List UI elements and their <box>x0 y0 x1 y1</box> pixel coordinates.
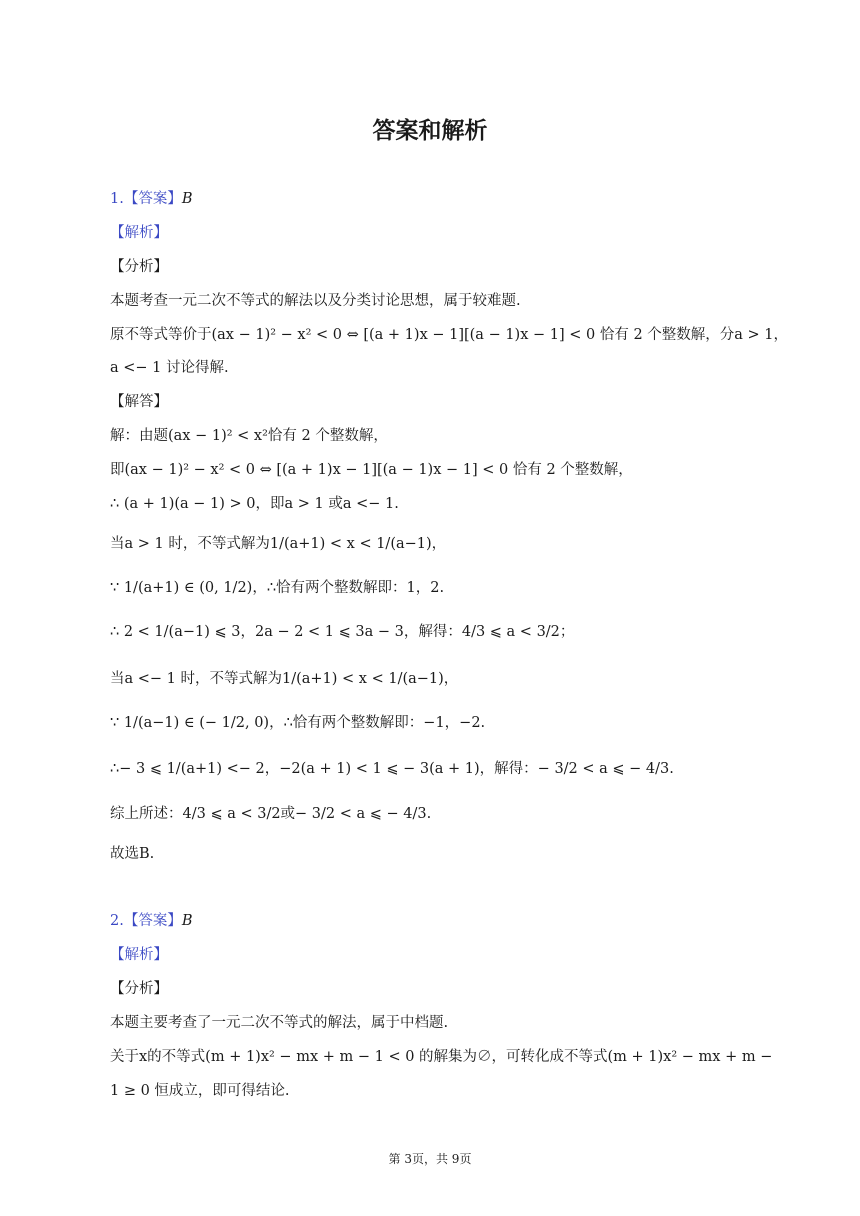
q1-jiexi-heading: 【解析】 <box>110 225 168 241</box>
page-footer: 第 3页，共 9页 <box>388 1152 472 1166</box>
q2-analysis-line2: 1 ≥ 0 恒成立，即可得结论. <box>110 1083 290 1099</box>
q2-answer-label: 2.【答案】 <box>110 913 182 929</box>
q1-solution-step-10: 综上所述：4/3 ⩽ a < 3/2或− 3/2 < a ⩽ − 4/3. <box>110 806 432 822</box>
q1-solution-step-2: 即(ax − 1)² − x² < 0 ⇔ [(a + 1)x − 1][(a − 1)x − 1] < 0 恰有 2 个整数解， <box>110 462 633 478</box>
q1-analysis-line1: 原不等式等价于(ax − 1)² − x² < 0 ⇔ [(a + 1)x − 1][(a − 1)x − 1] < 0 恰有 2 个整数解，分a > 1， <box>110 327 789 343</box>
q1-solution-step-8: ∵ 1/(a−1) ∈ (− 1/2, 0)，∴恰有两个整数解即：−1，−2. <box>110 715 486 731</box>
q1-intro: 本题考查一元二次不等式的解法以及分类讨论思想，属于较难题. <box>110 293 521 309</box>
q1-jieda-heading: 【解答】 <box>110 394 168 410</box>
q2-jiexi-heading: 【解析】 <box>110 947 168 963</box>
q1-solution-step-11: 故选B. <box>110 846 155 862</box>
q1-solution-step-4: 当a > 1 时，不等式解为1/(a+1) < x < 1/(a−1)， <box>110 536 447 552</box>
q1-solution-step-7: 当a <− 1 时，不等式解为1/(a+1) < x < 1/(a−1)， <box>110 671 459 687</box>
q1-solution-step-6: ∴ 2 < 1/(a−1) ⩽ 3，2a − 2 < 1 ⩽ 3a − 3，解得：4/3 ⩽ a < 3/2； <box>110 624 575 640</box>
q2-answer-value: B <box>181 913 193 929</box>
q1-solution-step-1: 解：由题(ax − 1)² < x²恰有 2 个整数解， <box>110 428 388 444</box>
q2-fenxi-heading: 【分析】 <box>110 981 168 997</box>
q2-answer-line <box>110 910 193 932</box>
q1-answer-value: B <box>181 191 193 207</box>
q1-analysis-line2: a <− 1 讨论得解. <box>110 360 229 376</box>
page-title: 答案和解析 <box>372 118 488 144</box>
q2-intro: 本题主要考查了一元二次不等式的解法，属于中档题. <box>110 1015 449 1031</box>
q1-fenxi-heading: 【分析】 <box>110 259 168 275</box>
q1-answer-line <box>110 188 193 210</box>
q1-answer-label: 1.【答案】 <box>110 191 182 207</box>
q1-solution-step-5: ∵ 1/(a+1) ∈ (0, 1/2)，∴恰有两个整数解即：1，2. <box>110 580 445 596</box>
q2-analysis-line1: 关于x的不等式(m + 1)x² − mx + m − 1 < 0 的解集为∅，可转化成不等式(m + 1)x² − mx + m − <box>110 1049 773 1065</box>
q1-solution-step-3: ∴ (a + 1)(a − 1) > 0，即a > 1 或a <− 1. <box>110 496 399 512</box>
q1-solution-step-9: ∴− 3 ⩽ 1/(a+1) <− 2，−2(a + 1) < 1 ⩽ − 3(a + 1)，解得：− 3/2 < a ⩽ − 4/3. <box>110 761 674 777</box>
